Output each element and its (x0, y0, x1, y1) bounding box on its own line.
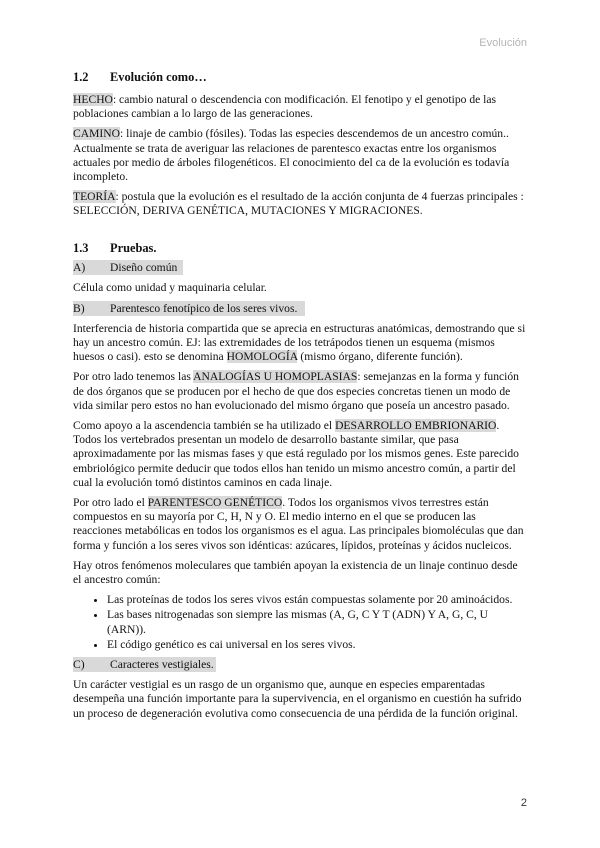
molecular-evidence-list (73, 593, 527, 652)
parentesco-genetico-paragraph: Por otro lado el PARENTESCO GENÉTICO. Todos los organismos vivos terrestres están compuestos en su mayoría por C, H, N y O. El medio interno en el que se producen las reacciones metabólicas en todos los organismos es el agua. Las principales biomoléculas que dan forma y función a los seres vivos son idénticas: azúcares, lípidos, proteínas y ácidos nucleicos. (73, 496, 524, 552)
subheading-title: Diseño común (110, 260, 178, 274)
section-1-3-heading (73, 241, 527, 256)
subheading-a (73, 260, 183, 275)
section-1-2-heading (73, 70, 527, 85)
subheading-b (73, 301, 305, 316)
camino-label: CAMINO (73, 127, 121, 141)
section-number: 1.2 (73, 70, 89, 84)
subheading-title: Caracteres vestigiales. (110, 658, 214, 672)
molecular-intro-paragraph: Hay otros fenómenos moleculares que también apoyan la existencia de un linaje continuo desde el ancestro común: (73, 558, 518, 587)
subheading-title: Parentesco fenotípico de los seres vivos. (110, 301, 298, 315)
teoria-paragraph (73, 190, 527, 218)
analogias-term: ANALOGÍAS U HOMOPLASIAS (193, 370, 358, 384)
running-header: Evolución (479, 37, 527, 49)
diseno-comun-text: Célula como unidad y maquinaria celular. (73, 280, 267, 294)
subheading-label: A) (73, 260, 86, 274)
list-item: • El código genético es cai universal en los seres vivos. (107, 638, 527, 652)
subheading-c (73, 657, 216, 672)
hecho-text: : cambio natural o descendencia con modificación. El fenotipo y el genotipo de las poblaciones cambian a lo largo de las generaciones. (73, 93, 497, 121)
page-number: 2 (520, 797, 527, 809)
camino-paragraph (73, 127, 527, 184)
section-title: Pruebas. (110, 240, 157, 255)
subheading-label: C) (73, 658, 85, 672)
homologia-term: HOMOLOGÍA (226, 350, 298, 364)
teoria-label: TEORÍA (73, 190, 116, 204)
parentesco-genetico-term: PARENTESCO GENÉTICO (147, 496, 283, 510)
vestigial-paragraph: Un carácter vestigial es un rasgo de un organismo que, aunque en especies emparentadas desempeña una función importante para la supervivencia, en el organismo en cuestión ha sufrido un proceso de degeneración evolutiva como consecuencia de una pérdida de la función original. (73, 678, 522, 720)
desarrollo-paragraph: Como apoyo a la ascendencia también se ha utilizado el DESARROLLO EMBRIONARIO. Todos los vertebrados presentan un modelo de desarrollo bastante similar, que pasa aproximadamente por las mismas fases y que está regulado por los mismos genes. Este parecido embriológico permite deducir que todos ellos han tenido un mismo ancestro común, a partir del cual la evolución tomó distintos caminos en cada linaje. (73, 419, 519, 489)
homologia-paragraph: Interferencia de historia compartida que se aprecia en estructuras anatómicas, demostrando que si hay un ancestro común. EJ: las extremidades de los tetrápodos tienen un esquema (mismos huesos o casi). esto se denomina HOMOLOGÍA (mismo órgano, diferente función). (73, 321, 526, 364)
list-item: • Las proteínas de todos los seres vivos están compuestas solamente por 20 aminoácidos. (107, 593, 527, 607)
section-number: 1.3 (73, 240, 89, 255)
camino-text: : linaje de cambio (fósiles). Todas las especies descendemos de un ancestro común.. Actualmente se trata de averiguar las relaciones de parentesco exactas entre los organismos actuales por medio de árboles filogenéticos. El conocimiento del ca de la evolución es todavía incompleto. (73, 127, 510, 184)
hecho-paragraph (73, 93, 527, 121)
desarrollo-term: DESARROLLO EMBRIONARIO (335, 419, 497, 433)
list-item: • Las bases nitrogenadas son siempre las mismas (A, G, C Y T (ADN) Y A, G, C, U (ARN)). (107, 608, 527, 636)
page-content (73, 70, 527, 727)
analogias-paragraph: Por otro lado tenemos las ANALOGÍAS U HOMOPLASIAS: semejanzas en la forma y función de dos órganos que se producen por el hecho de que dos especies concretas tienen un modo de vida similar pero estos no han evolucionado del mismo órgano que poseía un ancestro pasado. (73, 370, 519, 412)
teoria-text: : postula que la evolución es el resultado de la acción conjunta de 4 fuerzas principales : SELECCIÓN, DERIVA GENÉTICA, MUTACIONES Y MIGRACIONES. (73, 190, 524, 218)
subheading-label: B) (73, 301, 85, 315)
section-title: Evolución como… (110, 70, 207, 84)
hecho-label: HECHO (73, 93, 113, 106)
